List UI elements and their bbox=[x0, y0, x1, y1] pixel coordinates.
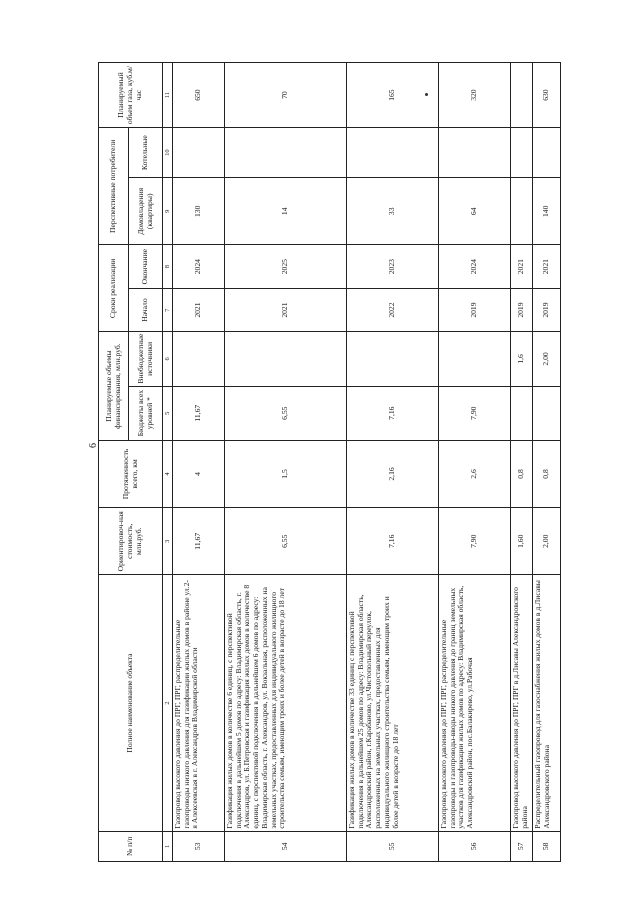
header-consumers-houses: Домовладения (квартиры) bbox=[129, 178, 163, 245]
row-start: 2019 bbox=[511, 288, 533, 331]
row-name: Газификация жилых домов в количестве 6 единиц, с перспективой подключения в дальнейшем 5 домов по адресу: Владимирская область, г. Александров, ул. Б.Петровская и газификация жилых домов в количестве 8 единиц, с перспективой подключения в дальнейшем 6 домов по адресу: Владимирская область, г. Александров, ул. Вокзальная, расположенных на земельных участках, предоставленных для индивидуального жилищного строительства семьям, имеющим троих и более детей в возрасте до 18 лет bbox=[225, 575, 347, 831]
row-end: 2024 bbox=[439, 245, 511, 288]
row-num: 58 bbox=[533, 831, 561, 861]
header-terms-start: Начало bbox=[129, 288, 163, 331]
header-consumers-group: Перспективные потребители bbox=[99, 128, 129, 245]
row-gas bbox=[511, 63, 533, 128]
row-end: 2021 bbox=[533, 245, 561, 288]
row-budget: 6,55 bbox=[225, 386, 347, 440]
row-length: 0,8 bbox=[533, 440, 561, 507]
table-row bbox=[173, 63, 225, 862]
row-extra: 1,6 bbox=[511, 332, 533, 386]
row-boilers bbox=[225, 128, 347, 178]
table-row bbox=[347, 63, 439, 862]
row-houses: 64 bbox=[439, 178, 511, 245]
table-row bbox=[225, 63, 347, 862]
row-extra bbox=[225, 332, 347, 386]
row-budget: 7,90 bbox=[439, 386, 511, 440]
row-boilers bbox=[533, 128, 561, 178]
row-num: 53 bbox=[173, 831, 225, 861]
row-budget: 7,16 bbox=[347, 386, 439, 440]
row-gas: 650 bbox=[173, 63, 225, 128]
row-houses: 140 bbox=[533, 178, 561, 245]
row-num: 56 bbox=[439, 831, 511, 861]
row-end: 2025 bbox=[225, 245, 347, 288]
column-number: 10 bbox=[163, 128, 173, 178]
row-num: 57 bbox=[511, 831, 533, 861]
row-name: Газопровод высокого давления до ПРГ, ПРГ, распределительные газопроводы низкого давления для газификации жилых домов в районе ул.2-я Алексеевская в г. Александров Владимирской области bbox=[173, 575, 225, 831]
row-boilers bbox=[173, 128, 225, 178]
row-cost: 7,16 bbox=[347, 508, 439, 575]
column-number-row bbox=[163, 63, 173, 862]
column-number: 4 bbox=[163, 440, 173, 507]
header-cost: Ориентировоч-ная стоимость, млн.руб. bbox=[99, 508, 163, 575]
row-length: 2,16 bbox=[347, 440, 439, 507]
row-gas: 70 bbox=[225, 63, 347, 128]
column-number: 11 bbox=[163, 63, 173, 128]
row-gas: 320 bbox=[439, 63, 511, 128]
row-length: 1,5 bbox=[225, 440, 347, 507]
row-extra bbox=[347, 332, 439, 386]
row-budget: 11,67 bbox=[173, 386, 225, 440]
column-number: 2 bbox=[163, 575, 173, 831]
column-number: 9 bbox=[163, 178, 173, 245]
row-end: 2024 bbox=[173, 245, 225, 288]
row-name: Газопровод высокого давления до ПРГ, ПРГ в д.Лисавы Александровского района bbox=[511, 575, 533, 831]
row-boilers bbox=[511, 128, 533, 178]
row-extra: 2,00 bbox=[533, 332, 561, 386]
column-number: 5 bbox=[163, 386, 173, 440]
header-funding-extra: Внебюджетные источники bbox=[129, 332, 163, 386]
column-number: 6 bbox=[163, 332, 173, 386]
row-houses: 130 bbox=[173, 178, 225, 245]
rotated-page bbox=[98, 62, 551, 862]
row-name: Распределительный газопровод для газоснабжения жилых домов в д.Лисавы Александровского района bbox=[533, 575, 561, 831]
row-num: 55 bbox=[347, 831, 439, 861]
header-terms-end: Окончание bbox=[129, 245, 163, 288]
row-extra bbox=[173, 332, 225, 386]
row-length: 0,8 bbox=[511, 440, 533, 507]
table-row bbox=[439, 63, 511, 862]
header-gas-volume: Планируемый объем газа, куб.м/час bbox=[99, 63, 163, 128]
row-budget bbox=[511, 386, 533, 440]
row-name: Газопровод высокого давления до ПРГ, ПРГ, распределительные газопроводы и газопроводы-вводы низкого давления до границ земельных участков для газификации жилых домов по адресу: Владимирская область, Александровский район, пос.Балакирево, ул.Рабочая bbox=[439, 575, 511, 831]
row-extra bbox=[439, 332, 511, 386]
row-houses bbox=[511, 178, 533, 245]
table-row bbox=[533, 63, 561, 862]
column-number: 7 bbox=[163, 288, 173, 331]
column-number: 1 bbox=[163, 831, 173, 861]
header-num: № п/п bbox=[99, 831, 163, 861]
row-budget bbox=[533, 386, 561, 440]
row-cost: 1,60 bbox=[511, 508, 533, 575]
row-start: 2022 bbox=[347, 288, 439, 331]
column-number: 8 bbox=[163, 245, 173, 288]
row-start: 2021 bbox=[225, 288, 347, 331]
row-start: 2019 bbox=[533, 288, 561, 331]
row-houses: 14 bbox=[225, 178, 347, 245]
header-terms-group: Сроки реализации bbox=[99, 245, 129, 332]
row-start: 2019 bbox=[439, 288, 511, 331]
table-row bbox=[511, 63, 533, 862]
row-cost: 11,67 bbox=[173, 508, 225, 575]
row-boilers bbox=[347, 128, 439, 178]
row-cost: 2,00 bbox=[533, 508, 561, 575]
row-cost: 6,55 bbox=[225, 508, 347, 575]
header-funding-group: Планируемые объемы финансирования, млн.руб. bbox=[99, 332, 129, 441]
page-number: 6 bbox=[88, 443, 99, 448]
column-number: 3 bbox=[163, 508, 173, 575]
row-boilers bbox=[439, 128, 511, 178]
row-num: 54 bbox=[225, 831, 347, 861]
row-length: 4 bbox=[173, 440, 225, 507]
row-length: 2,6 bbox=[439, 440, 511, 507]
row-gas: 630 bbox=[533, 63, 561, 128]
header-length: Протяженность всего, км bbox=[99, 440, 163, 507]
row-start: 2021 bbox=[173, 288, 225, 331]
header-name: Полное наименование объекта bbox=[99, 575, 163, 831]
row-houses: 33 bbox=[347, 178, 439, 245]
row-cost: 7,90 bbox=[439, 508, 511, 575]
gas-objects-table bbox=[98, 62, 561, 862]
row-end: 2021 bbox=[511, 245, 533, 288]
row-gas: 165 bbox=[347, 63, 439, 128]
header-funding-budget: Бюджеты всех уровней * bbox=[129, 386, 163, 440]
row-name: Газификация жилых домов в количестве 33 единиц с перспективой подключения в дальнейшем 25 домов по адресу: Владимирская область, Александровский район, г.Карабаново, ул.Чистопольный переулок, расположенных на земельных участках, предоставленных для индивидуального жилищного строительства семьям, имеющим троих и более детей в возрасте до 18 лет bbox=[347, 575, 439, 831]
header-consumers-boilers: Котельные bbox=[129, 128, 163, 178]
row-end: 2023 bbox=[347, 245, 439, 288]
